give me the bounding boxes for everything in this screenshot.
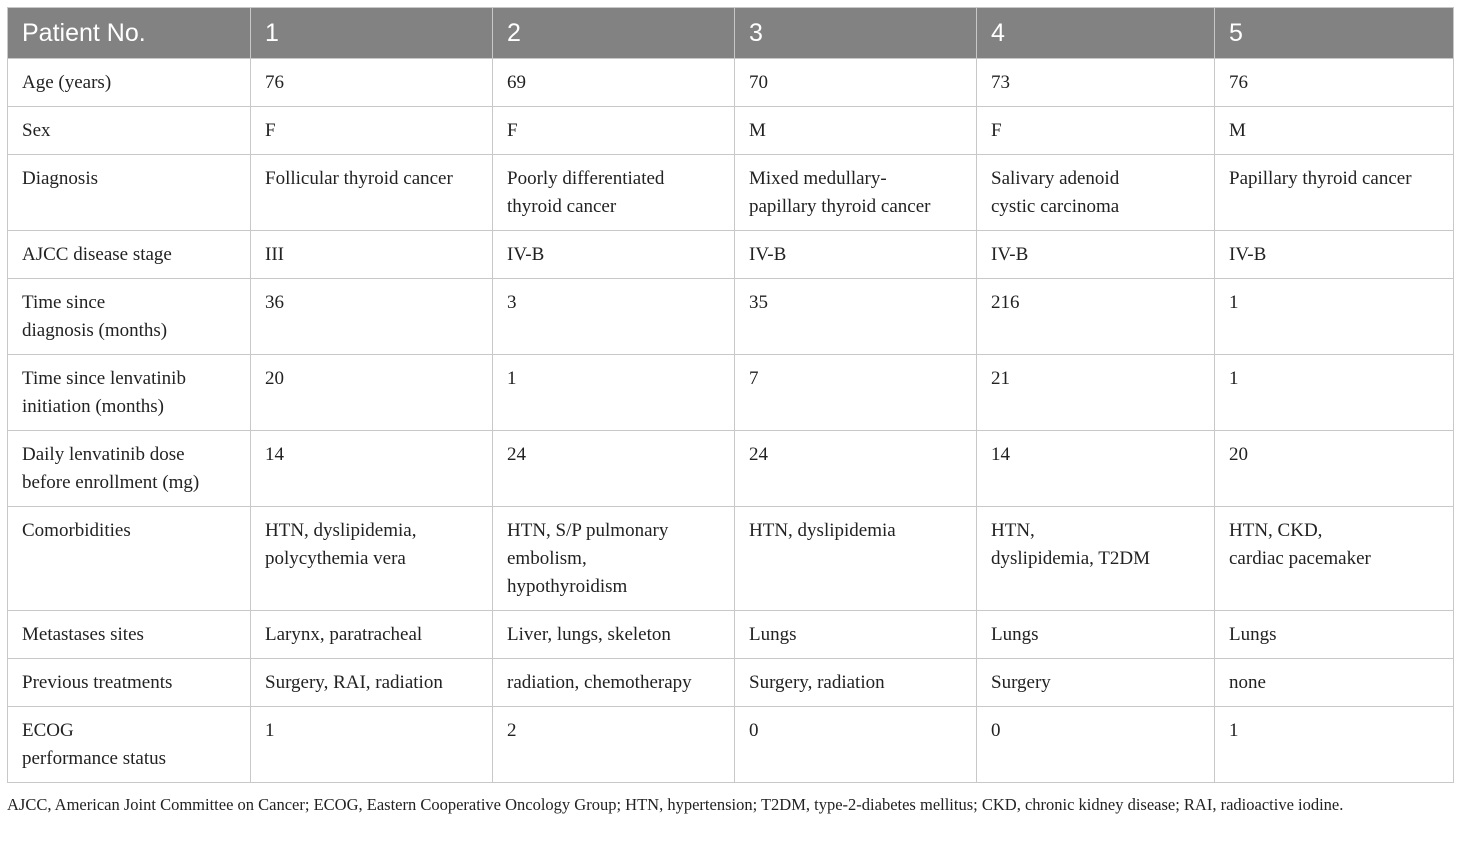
row-label-cell: Time since lenvatinib initiation (months) [8, 355, 251, 431]
table-cell: 24 [493, 431, 735, 507]
table-cell: Lungs [977, 611, 1215, 659]
table-cell: radiation, chemotherapy [493, 659, 735, 707]
table-cell: 0 [735, 707, 977, 783]
table-cell: 1 [251, 707, 493, 783]
table-cell: 0 [977, 707, 1215, 783]
row-label-cell: Sex [8, 107, 251, 155]
table-cell: 1 [493, 355, 735, 431]
table-cell: 24 [735, 431, 977, 507]
table-cell: 14 [977, 431, 1215, 507]
table-cell: 76 [251, 59, 493, 107]
table-row-ecog-status [8, 707, 1454, 783]
patient-characteristics-table-container [7, 7, 1453, 783]
patient-characteristics-table [7, 7, 1454, 783]
header-cell-patient-5: 5 [1215, 8, 1454, 59]
table-cell: Surgery, radiation [735, 659, 977, 707]
table-row-daily-dose [8, 431, 1454, 507]
header-cell-patient-2: 2 [493, 8, 735, 59]
table-cell: HTN, dyslipidemia, polycythemia vera [251, 507, 493, 611]
table-cell: Lungs [735, 611, 977, 659]
row-label-cell: Age (years) [8, 59, 251, 107]
table-cell: 7 [735, 355, 977, 431]
table-cell: 73 [977, 59, 1215, 107]
table-cell: IV-B [1215, 231, 1454, 279]
table-cell: HTN, CKD, cardiac pacemaker [1215, 507, 1454, 611]
row-label-cell: Previous treatments [8, 659, 251, 707]
table-footnote: AJCC, American Joint Committee on Cancer; ECOG, Eastern Cooperative Oncology Group; HTN, hypertension; T2DM, type-2-diabetes mellitus; CKD, chronic kidney disease; RAI, radioactive iodine. [7, 795, 1344, 814]
table-row-sex [8, 107, 1454, 155]
table-cell: none [1215, 659, 1454, 707]
row-label-cell: AJCC disease stage [8, 231, 251, 279]
table-cell: Salivary adenoid cystic carcinoma [977, 155, 1215, 231]
table-cell: 36 [251, 279, 493, 355]
table-cell: F [251, 107, 493, 155]
table-row-metastases-sites [8, 611, 1454, 659]
table-cell: Papillary thyroid cancer [1215, 155, 1454, 231]
table-cell: 20 [1215, 431, 1454, 507]
table-cell: HTN, dyslipidemia, T2DM [977, 507, 1215, 611]
table-cell: 216 [977, 279, 1215, 355]
table-cell: 1 [1215, 707, 1454, 783]
header-cell-patient-3: 3 [735, 8, 977, 59]
table-cell: 14 [251, 431, 493, 507]
table-row-comorbidities [8, 507, 1454, 611]
table-cell: Liver, lungs, skeleton [493, 611, 735, 659]
row-label-cell: Comorbidities [8, 507, 251, 611]
header-row [8, 8, 1454, 59]
row-label-cell: ECOG performance status [8, 707, 251, 783]
table-row-time-since-diagnosis [8, 279, 1454, 355]
table-cell: Surgery, RAI, radiation [251, 659, 493, 707]
table-cell: 1 [1215, 279, 1454, 355]
header-cell-patient-no: Patient No. [8, 8, 251, 59]
table-row-age [8, 59, 1454, 107]
table-cell: 76 [1215, 59, 1454, 107]
table-cell: 69 [493, 59, 735, 107]
table-cell: Surgery [977, 659, 1215, 707]
header-cell-patient-1: 1 [251, 8, 493, 59]
table-cell: 1 [1215, 355, 1454, 431]
table-cell: 3 [493, 279, 735, 355]
table-cell: HTN, S/P pulmonary embolism, hypothyroidism [493, 507, 735, 611]
row-label-cell: Metastases sites [8, 611, 251, 659]
header-cell-patient-4: 4 [977, 8, 1215, 59]
row-label-cell: Diagnosis [8, 155, 251, 231]
table-row-time-since-lenvatinib [8, 355, 1454, 431]
table-cell: Lungs [1215, 611, 1454, 659]
table-cell: IV-B [493, 231, 735, 279]
table-cell: 20 [251, 355, 493, 431]
row-label-cell: Daily lenvatinib dose before enrollment (mg) [8, 431, 251, 507]
table-cell: III [251, 231, 493, 279]
table-cell: IV-B [735, 231, 977, 279]
table-cell: Poorly differentiated thyroid cancer [493, 155, 735, 231]
table-cell: 70 [735, 59, 977, 107]
table-cell: M [735, 107, 977, 155]
row-label-cell: Time since diagnosis (months) [8, 279, 251, 355]
table-cell: 21 [977, 355, 1215, 431]
table-row-diagnosis [8, 155, 1454, 231]
table-cell: IV-B [977, 231, 1215, 279]
table-cell: 35 [735, 279, 977, 355]
table-cell: Mixed medullary- papillary thyroid cancer [735, 155, 977, 231]
table-cell: Larynx, paratracheal [251, 611, 493, 659]
table-cell: Follicular thyroid cancer [251, 155, 493, 231]
table-row-previous-treatments [8, 659, 1454, 707]
table-cell: F [493, 107, 735, 155]
table-cell: 2 [493, 707, 735, 783]
table-cell: F [977, 107, 1215, 155]
table-cell: HTN, dyslipidemia [735, 507, 977, 611]
table-row-ajcc-stage [8, 231, 1454, 279]
table-header [8, 8, 1454, 59]
table-body [8, 59, 1454, 783]
table-cell: M [1215, 107, 1454, 155]
